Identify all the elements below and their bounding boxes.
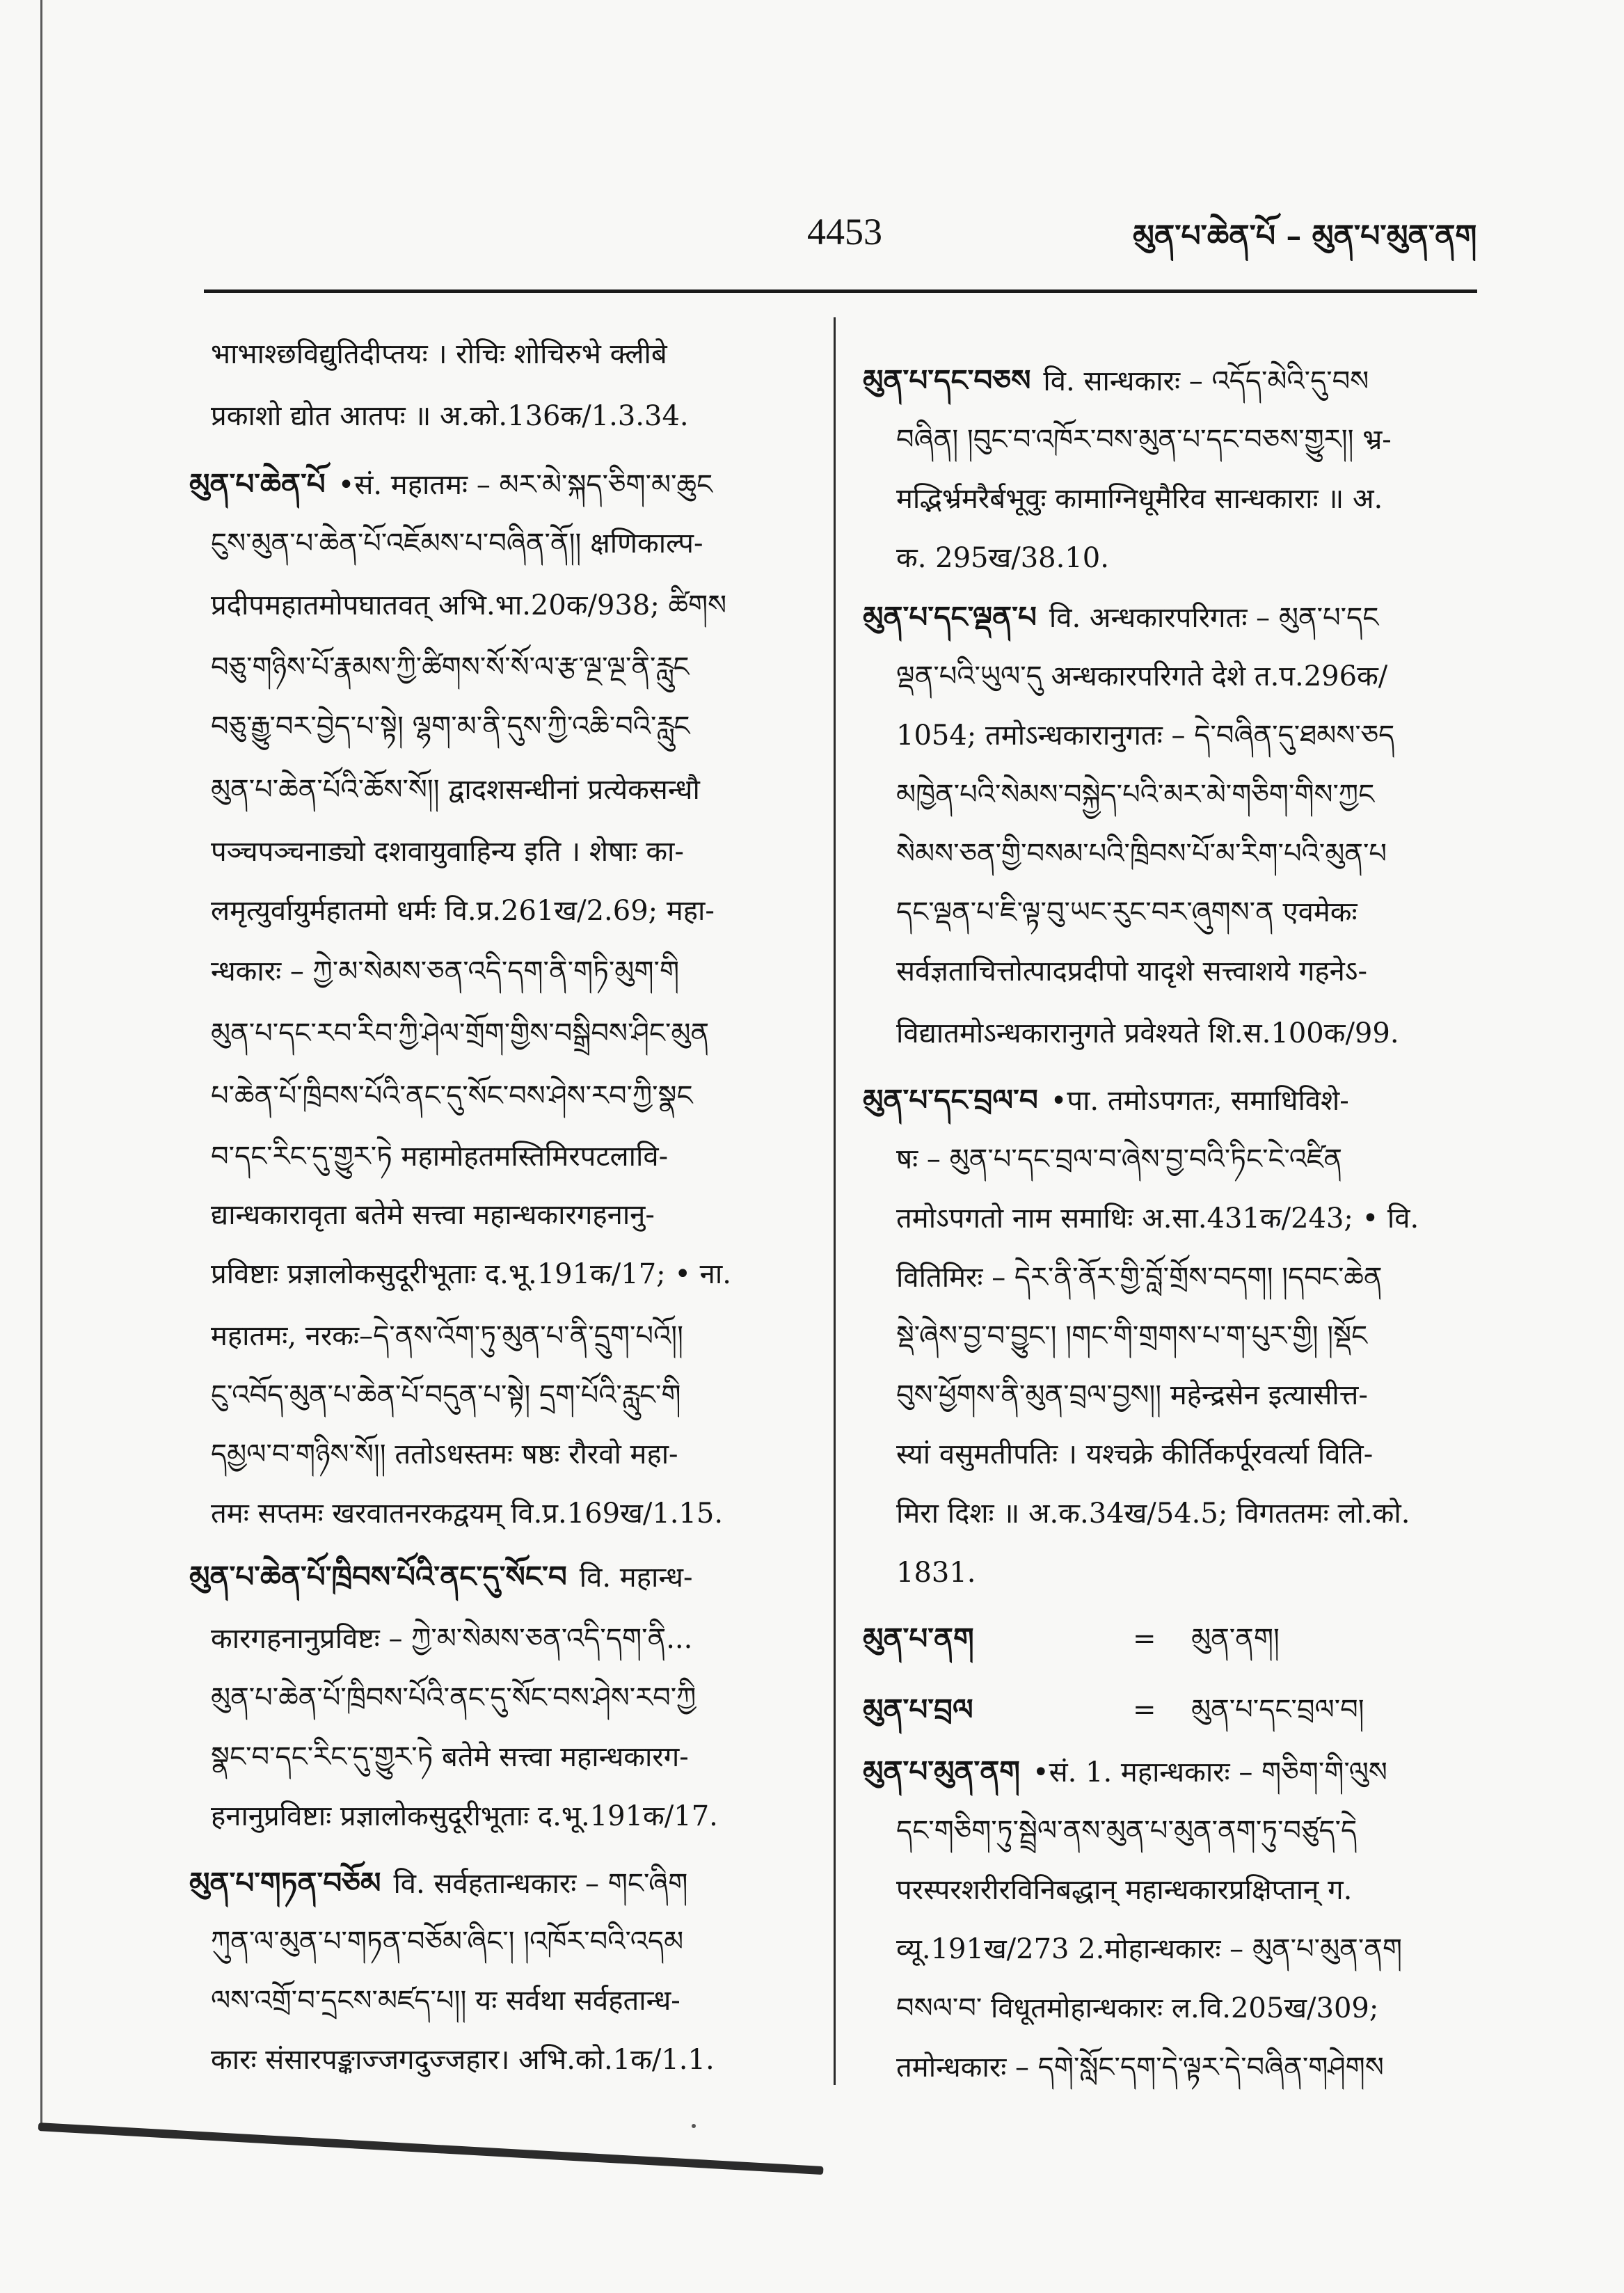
entry-headword: མུན་པ་ཆེན་པོ་ཁྲིབས་པོའི་ནང་དུ་སོང་བ bbox=[189, 1560, 567, 1594]
text-line: तमोन्धकारः – དགེ་སློང་དག་དེ་ལྟར་དེ་བཞིན་གཤེགས bbox=[896, 2052, 1384, 2084]
text-line: སེམས་ཅན་གྱི་བསམ་པའི་ཁྲིབས་པོ་མ་རིག་པའི་མུན་པ bbox=[896, 838, 1387, 870]
text-line: हनानुप्रविष्टाः प्रज्ञालोकसुदूरीभूताः द.भू.191क/17. bbox=[211, 1800, 718, 1832]
text-line: ལྡན་པའི་ཡུལ་དུ अन्धकारपरिगते देशे त.प.296क/ bbox=[896, 660, 1388, 692]
scan-border-bottom bbox=[38, 2123, 824, 2175]
text-line: མུན་པ་དང་རབ་རིབ་ཀྱི་ཤེལ་གྲོག་གྱིས་བསྒྲིབས་ཤིང་མུན bbox=[211, 1017, 710, 1049]
column-divider bbox=[834, 317, 836, 2085]
text-line: द्यान्धकारावृता बतेमे सत्त्वा महान्धकारगहनानु- bbox=[211, 1199, 655, 1231]
entry-text: •सं. 1. महान्धकारः – གཅིག་གི་ལུས bbox=[1032, 1756, 1387, 1788]
text-line: ངུས་མུན་པ་ཆེན་པོ་འཇོམས་པ་བཞིན་ནོ།། क्षणिकाल्प- bbox=[211, 527, 703, 560]
entry-headword: མུན་པ་མུན་ནག bbox=[863, 1754, 1020, 1788]
entry-headword: མུན་པ་གཏན་བཅོམ bbox=[189, 1866, 381, 1900]
text-line: ཀུན་ལ་མུན་པ་གཏན་བཅོམ་ཞིང་། །འཁོར་བའི་འདམ bbox=[211, 1926, 684, 1958]
text-line: བསལ་བ་ विधूतमोहान्धकारः ल.वि.205ख/309; bbox=[896, 1992, 1379, 2024]
text-line: सर्वज्ञताचित्तोत्पादप्रदीपो यादृशे सत्त्वाशये गहनेऽ- bbox=[896, 955, 1367, 987]
scan-border-left bbox=[40, 0, 42, 2129]
cross-reference bbox=[863, 1611, 1481, 1667]
text-line: 1831. bbox=[896, 1557, 976, 1589]
equals-sign: = bbox=[1133, 1623, 1156, 1655]
text-line: तमोऽपगतो नाम समाधिः अ.सा.431क/243; • वि. bbox=[896, 1203, 1419, 1235]
text-line: मिरा दिशः ॥ अ.क.34ख/54.5; विगततमः लो.को. bbox=[896, 1498, 1410, 1530]
text-line: མུན་པ་ཆེན་པོའི་ཆོས་སོ།། द्वादशसन्धीनां प्रत्येकसन्धौ bbox=[211, 774, 700, 806]
text-line: དང་གཅིག་ཏུ་སྦྲེལ་ནས་མུན་པ་མུན་ནག་ཏུ་བཙུད་དེ bbox=[896, 1815, 1358, 1847]
text-line: भाभाश्छविद्युतिदीप्तयः । रोचिः शोचिरुभे क्लीबे bbox=[211, 338, 667, 370]
entry-line bbox=[189, 457, 793, 512]
text-line: कारः संसारपङ्काज्जगदुज्जहार। अभि.को.1क/1.1. bbox=[211, 2044, 715, 2076]
text-line: པ་ཆེན་པོ་ཁྲིབས་པོའི་ནང་དུ་སོང་བས་ཤེས་རབ་ཀྱི་སྣང bbox=[211, 1080, 693, 1112]
text-line: བཞིན། །བུང་བ་འཁོར་བས་མུན་པ་དང་བཅས་གྱུར།། भ्र- bbox=[896, 424, 1392, 456]
text-line: स्यां वसुमतीपतिः । यश्चक्रे कीर्तिकर्पूरवर्त्या विति- bbox=[896, 1438, 1374, 1470]
text-line: प्रविष्टाः प्रज्ञालोकसुदूरीभूताः द.भू.191क/17; • ना. bbox=[211, 1258, 731, 1290]
text-line: महातमः, नरकः–དེ་ནས་འོག་ཏུ་མུན་པ་ནི་དྲུག་པའོ།། bbox=[211, 1320, 684, 1352]
page-number: 4453 bbox=[807, 211, 882, 253]
entry-text: वि. सर्वहतान्धकारः – གང་ཞིག bbox=[393, 1868, 688, 1900]
text-line: ངུ་འབོད་མུན་པ་ཆེན་པོ་བདུན་པ་སྟེ། དྲག་པོའི་རླུང་གི bbox=[211, 1379, 681, 1411]
text-line: དམྱལ་བ་གཉིས་སོ།། ततोऽधस्तमः षष्ठः रौरवो महा- bbox=[211, 1438, 678, 1470]
cross-reference-headword: མུན་པ་བྲལ bbox=[863, 1692, 973, 1727]
entry-text: •पा. तमोऽपगतः, समाधिविशे- bbox=[1050, 1085, 1349, 1117]
entry-text: वि. सान्धकारः – འདོད་མེའི་དུ་བས bbox=[1043, 365, 1369, 397]
entry-line bbox=[863, 1744, 1481, 1800]
scan-speck bbox=[692, 2124, 696, 2128]
text-line: ལས་འགྲོ་བ་དྲངས་མཛད་པ།། यः सर्वथा सर्वहतान्ध- bbox=[211, 1985, 680, 2017]
text-line: पञ्चपञ्चनाड्यो दशवायुवाहिन्य इति । शेषाः का- bbox=[211, 836, 684, 868]
running-head: མུན་པ་ཆེན་པོ – མུན་པ་མུན་ནག bbox=[1133, 219, 1477, 254]
text-line: प्रकाशो द्योत आतपः ॥ अ.को.136क/1.3.34. bbox=[211, 400, 689, 432]
equals-sign: = bbox=[1133, 1694, 1156, 1726]
text-line: लमृत्युर्वायुर्महातमो धर्मः वि.प्र.261ख/2.69; महा- bbox=[211, 895, 715, 927]
text-line: विद्यातमोऽन्धकारानुगते प्रवेश्यते शि.स.100क/99. bbox=[896, 1017, 1399, 1049]
entry-line bbox=[189, 1855, 793, 1911]
text-line: मद्भिर्भ्रमरैर्बभूवुः कामाग्निधूमैरिव सान्धकाराः ॥ अ. bbox=[896, 483, 1383, 515]
text-line: प्रदीपमहातमोपघातवत् अभि.भा.20क/938; ཚིགས bbox=[211, 589, 727, 621]
entry-text: वि. अन्धकारपरिगतः – མུན་པ་དང bbox=[1049, 602, 1379, 634]
entry-line bbox=[863, 353, 1481, 408]
text-line: वितिमिरः – དེར་ནི་ནོར་གྱི་བློ་གྲོས་བདག། །དབང་ཆེན bbox=[896, 1262, 1383, 1294]
text-line: མཁྱེན་པའི་སེམས་བསྐྱེད་པའི་མར་མེ་གཅིག་གིས་ཀྱང bbox=[896, 779, 1375, 811]
entry-headword: མུན་པ་དང་བཅས bbox=[863, 363, 1031, 397]
text-line: བཅུ་གཉིས་པོ་རྣམས་ཀྱི་ཚིགས་སོ་སོ་ལ་རྩ་ལྔ་ལྔ་ནི་རླུང bbox=[211, 651, 690, 683]
text-line: परस्परशरीरविनिबद्धान् महान्धकारप्रक्षिप्तान् ग. bbox=[896, 1874, 1353, 1906]
entry-headword: མུན་པ་དང་བྲལ་བ bbox=[863, 1083, 1038, 1117]
text-line: སྣང་བ་དང་རིང་དུ་གྱུར་ཏེ बतेमे सत्त्वा महान्धकारग- bbox=[211, 1741, 689, 1773]
text-line: དང་ལྡན་པ་ཇི་ལྟ་བུ་ཡང་རུང་བར་ཞུགས་ན एवमेकः bbox=[896, 896, 1358, 928]
header-rule bbox=[204, 289, 1477, 293]
cross-reference bbox=[863, 1682, 1481, 1738]
entry-headword: མུན་པ་དང་ལྡན་པ bbox=[863, 600, 1037, 634]
entry-line bbox=[189, 1549, 793, 1605]
entry-line bbox=[863, 589, 1481, 645]
entry-line bbox=[863, 1072, 1481, 1128]
text-line: षः – མུན་པ་དང་བྲལ་བ་ཞེས་བྱ་བའི་ཏིང་ངེ་འཛིན bbox=[896, 1143, 1343, 1175]
text-line: न्धकारः – ཀྱེ་མ་སེམས་ཅན་འདི་དག་ནི་གཏི་མུག་གི bbox=[211, 955, 680, 987]
entry-text: वि. महान्ध- bbox=[579, 1562, 693, 1594]
text-line: བཅུ་རྒྱུ་བར་བྱེད་པ་སྟེ། ལྷག་མ་ནི་དུས་ཀྱི་འཆི་བའི་རླུང bbox=[211, 711, 690, 743]
text-line: སྡེ་ཞེས་བྱ་བ་བྱུང་། །གང་གི་གྲགས་པ་ག་པུར་གྱི། །སྡོང bbox=[896, 1320, 1368, 1352]
cross-reference-target: མུན་ནག། bbox=[1191, 1623, 1280, 1655]
text-line: क. 295ख/38.10. bbox=[896, 542, 1109, 574]
text-line: तमः सप्तमः खरवातनरकद्वयम् वि.प्र.169ख/1.15. bbox=[211, 1498, 724, 1530]
cross-reference-headword: མུན་པ་ནག bbox=[863, 1621, 974, 1656]
text-line: व्यू.191ख/273 2.मोहान्धकारः – མུན་པ་མུན་ནག bbox=[896, 1933, 1403, 1965]
text-line: བ་དང་རིང་དུ་གྱུར་ཏེ महामोहतमस्तिमिरपटलावि- bbox=[211, 1141, 669, 1173]
entry-headword: མུན་པ་ཆེན་པོ bbox=[189, 467, 326, 501]
text-line: མུན་པ་ཆེན་པོ་ཁྲིབས་པོའི་ནང་དུ་སོང་བས་ཤེས་རབ་ཀྱི bbox=[211, 1682, 696, 1714]
entry-text: •सं. महातमः – མར་མེ་སྐད་ཅིག་མ་ཆུང bbox=[337, 469, 713, 501]
cross-reference-target: མུན་པ་དང་བྲལ་བ། bbox=[1191, 1694, 1364, 1726]
text-line: कारगहनानुप्रविष्टः – ཀྱེ་མ་སེམས་ཅན་འདི་དག་ནི... bbox=[211, 1623, 693, 1655]
text-line: བུས་ཕྱོགས་ནི་མུན་བྲལ་བྱས།། महेन्द्रसेन इत्यासीत्त- bbox=[896, 1379, 1368, 1411]
text-line: 1054; तमोऽन्धकारानुगतः – དེ་བཞིན་དུ་ཐམས་ཅད bbox=[896, 720, 1395, 752]
